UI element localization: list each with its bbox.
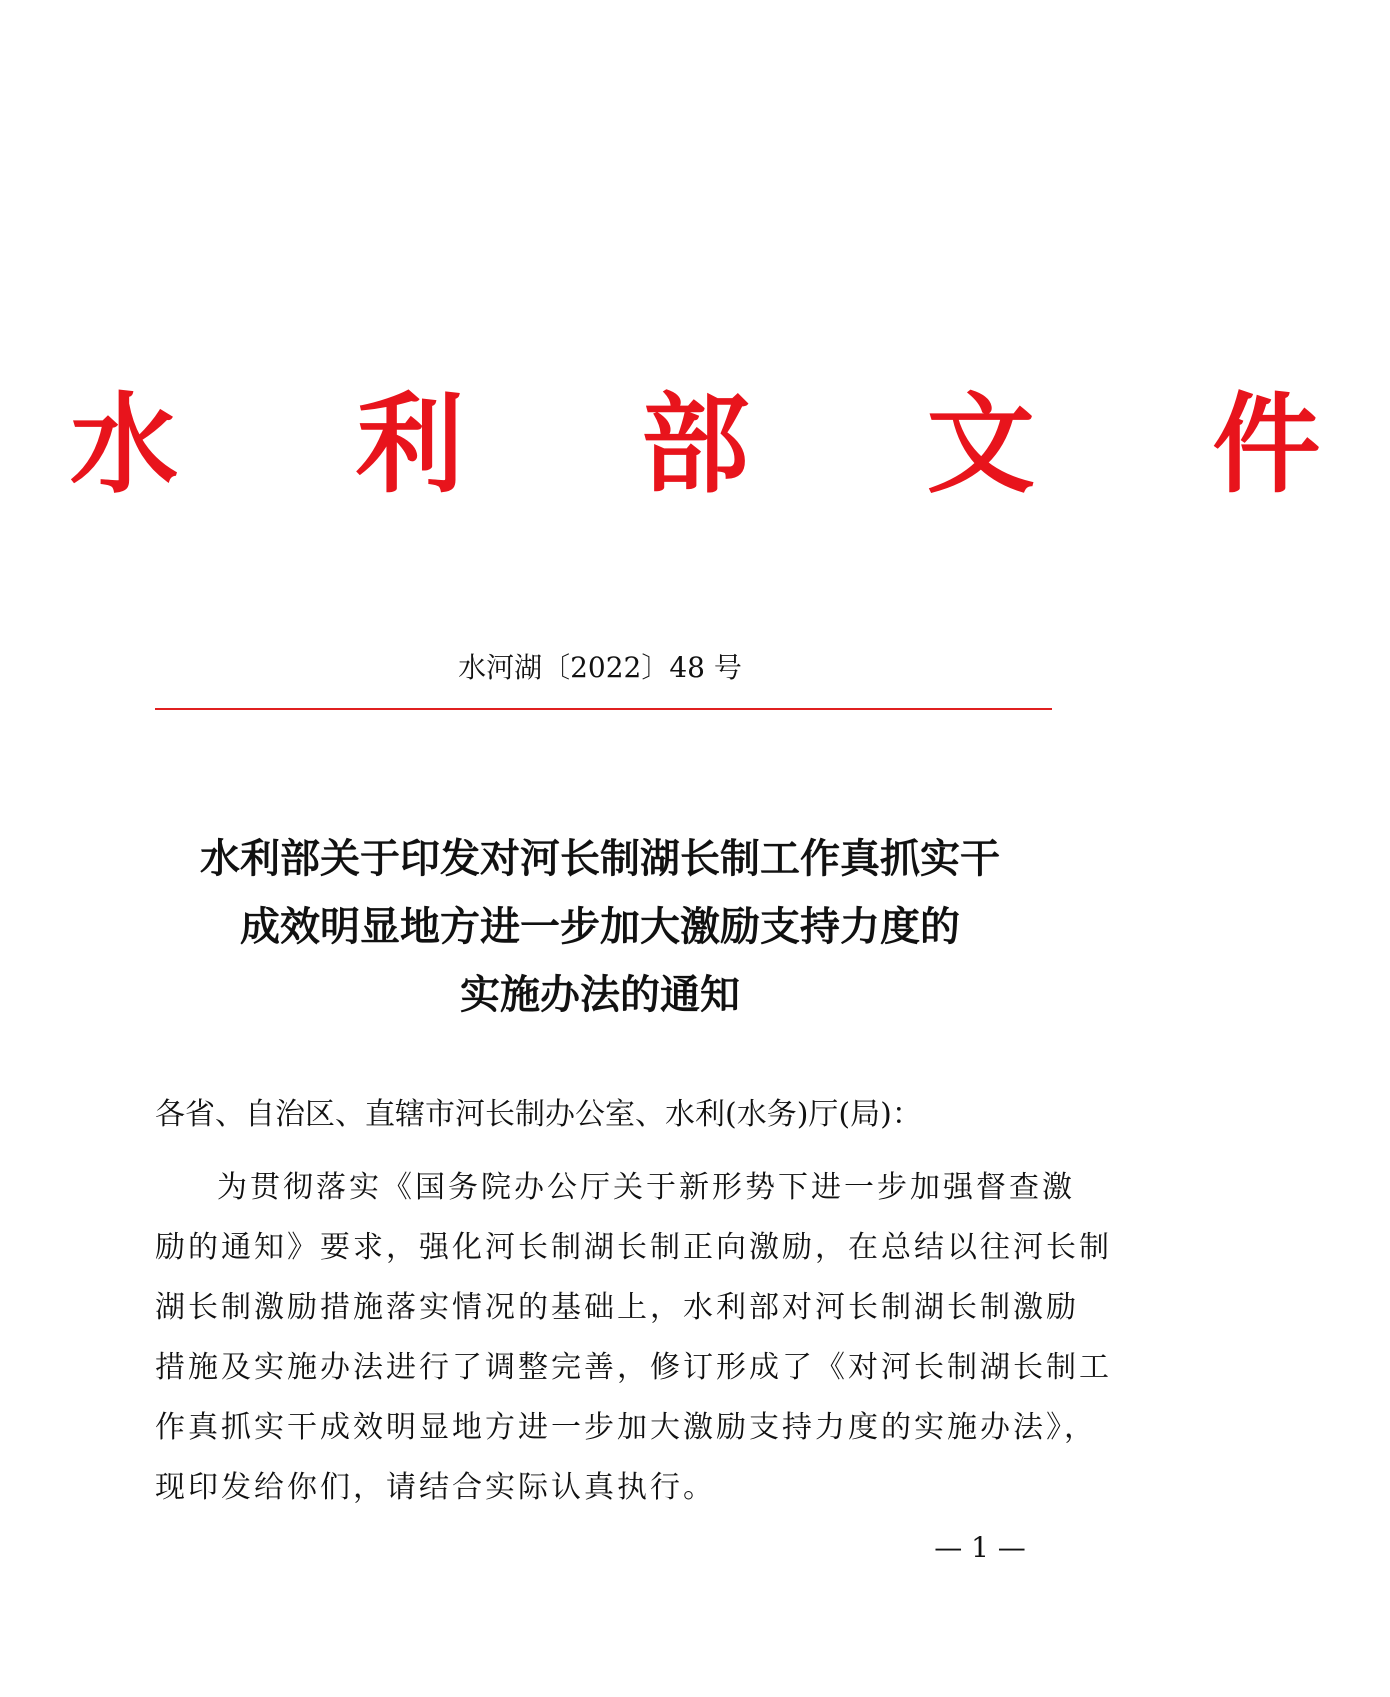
body-line: 为贯彻落实《国务院办公厅关于新形势下进一步加强督查激 <box>217 1170 1075 1205</box>
body-line: 励的通知》要求，强化河长制湖长制正向激励，在总结以往河长制 <box>155 1230 1112 1265</box>
notice-title-line: 成效明显地方进一步加大激励支持力度的 <box>240 904 960 950</box>
body-line: 作真抓实干成效明显地方进一步加大激励支持力度的实施办法》， <box>155 1410 1097 1445</box>
red-divider-line <box>155 708 1052 710</box>
notice-title <box>0 825 1200 1029</box>
notice-title-line: 水利部关于印发对河长制湖长制工作真抓实干 <box>200 836 1000 882</box>
notice-title-line: 实施办法的通知 <box>460 972 740 1018</box>
document-number: 水河湖〔2022〕48 号 <box>458 651 742 684</box>
issuer-title: 水 利 部 文 件 <box>70 382 1390 508</box>
salutation: 各省、自治区、直辖市河长制办公室、水利(水务)厅(局)： <box>155 1097 922 1132</box>
body-paragraph <box>155 1158 1112 1518</box>
body-line: 现印发给你们，请结合实际认真执行。 <box>155 1470 716 1505</box>
body-line: 措施及实施办法进行了调整完善，修订形成了《对河长制湖长制工 <box>155 1350 1112 1385</box>
body-line: 湖长制激励措施落实情况的基础上，水利部对河长制湖长制激励 <box>155 1290 1079 1325</box>
page-number: — 1 — <box>934 1531 1026 1564</box>
